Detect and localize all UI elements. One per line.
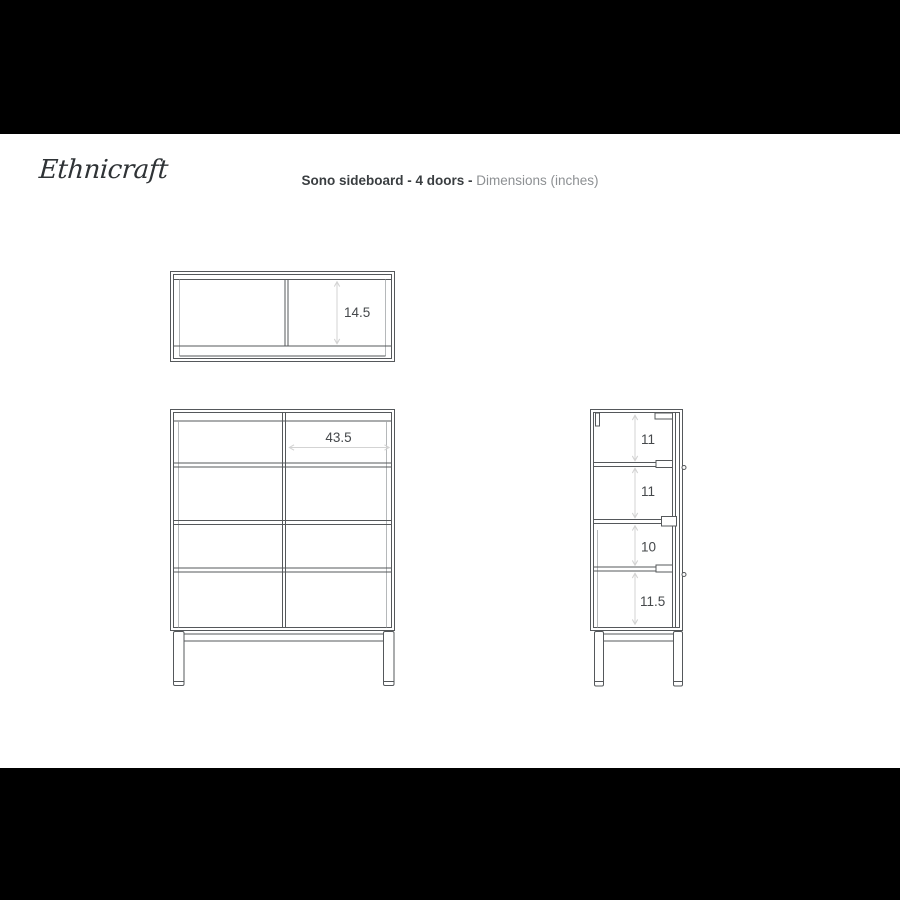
dim-label-section-4: 11.5: [640, 594, 666, 609]
legs: [595, 632, 683, 687]
dim-label-door-height: 14.5: [344, 305, 371, 320]
side-view-drawing: [591, 410, 687, 687]
page-title: [0, 173, 900, 189]
front-view-drawing: [171, 410, 395, 686]
dim-label-section-1: 11: [641, 432, 656, 447]
inner-width-dimension: [290, 430, 390, 448]
dim-label-section-2: 11: [641, 484, 656, 499]
top-view-drawing: [171, 272, 395, 362]
door-height-dimension: [337, 282, 370, 344]
bottom-rail: [174, 346, 392, 356]
dimensions-unit-label: Dimensions (inches): [476, 173, 599, 188]
knob-icon: [682, 573, 686, 577]
legs: [174, 632, 395, 686]
knob-icon: [682, 466, 686, 470]
dim-label-inner-width: 43.5: [325, 430, 352, 445]
dim-label-section-3: 10: [641, 539, 657, 555]
brand-logo: Ethnicraft: [37, 155, 169, 185]
product-name: Sono sideboard - 4 doors -: [301, 173, 473, 188]
